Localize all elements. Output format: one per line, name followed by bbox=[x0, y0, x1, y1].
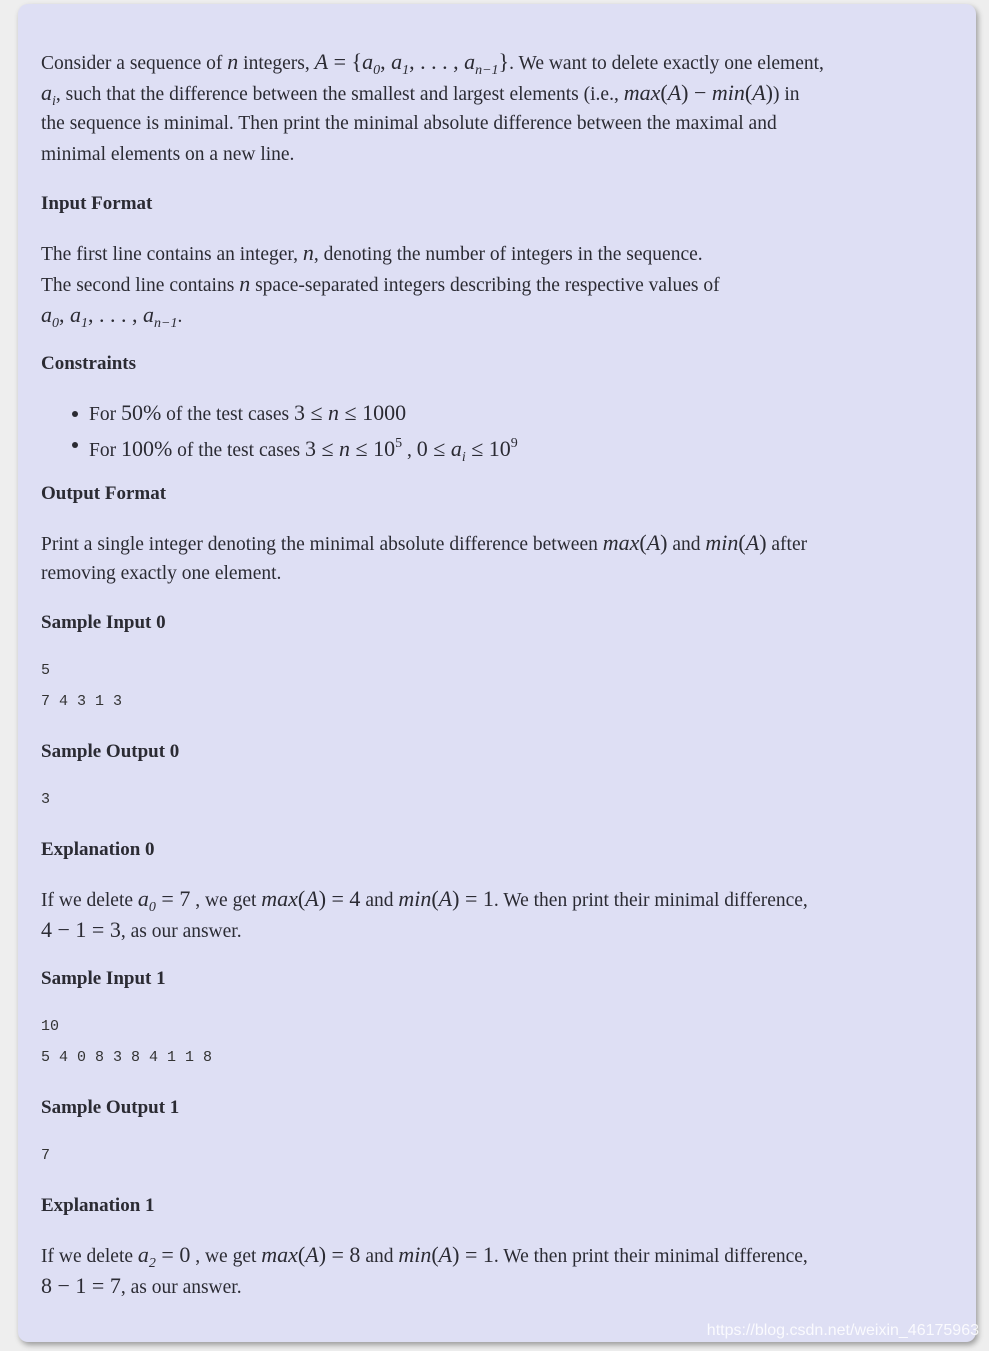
text-line bbox=[41, 784, 951, 815]
math-segment: n−1 bbox=[475, 63, 499, 78]
section-heading bbox=[41, 188, 951, 219]
math-segment: ( bbox=[738, 530, 746, 555]
section-heading bbox=[41, 478, 951, 509]
text-segment: 7 4 3 1 3 bbox=[41, 693, 123, 710]
math-segment: a bbox=[450, 436, 462, 461]
list-item bbox=[41, 397, 951, 428]
math-segment: , bbox=[380, 49, 392, 74]
text-segment: 7 bbox=[41, 1147, 51, 1164]
math-segment: , bbox=[59, 302, 70, 327]
text-segment: . We then print their minimal difference, bbox=[493, 890, 808, 911]
math-segment: 0 ≤ bbox=[416, 436, 451, 461]
text-segment: 3 bbox=[41, 791, 51, 808]
math-segment: A bbox=[438, 1242, 453, 1267]
math-segment: n−1 bbox=[154, 316, 178, 331]
section-heading bbox=[41, 348, 951, 379]
text-segment: Sample Output 1 bbox=[41, 1097, 180, 1118]
math-segment: a bbox=[41, 302, 52, 327]
section-heading bbox=[41, 607, 951, 638]
text-line bbox=[41, 736, 951, 767]
text-line bbox=[41, 914, 951, 945]
math-segment: ( bbox=[639, 530, 647, 555]
math-segment: A bbox=[745, 530, 760, 555]
math-segment: A bbox=[305, 1242, 319, 1267]
math-segment: ) = 1 bbox=[452, 1242, 494, 1267]
math-segment: i bbox=[461, 450, 466, 465]
text-line bbox=[41, 108, 951, 139]
text-segment: For bbox=[89, 404, 121, 425]
text-segment: , bbox=[402, 440, 417, 461]
text-line bbox=[41, 268, 951, 299]
section-heading bbox=[41, 834, 951, 865]
math-segment: ≤ 10 bbox=[465, 436, 511, 461]
text-segment: , as our answer. bbox=[120, 921, 242, 942]
paragraph bbox=[41, 237, 951, 330]
text-segment: . We then print their minimal difference, bbox=[493, 1246, 808, 1267]
sample-code-block bbox=[41, 1011, 951, 1073]
text-segment: , such that the difference between the smallest and largest elements (i.e., bbox=[55, 84, 624, 105]
text-segment: ) in bbox=[773, 84, 800, 105]
text-segment: space-separated integers describing the respective values of bbox=[250, 275, 720, 296]
text-segment: 5 bbox=[41, 662, 51, 679]
math-segment: a bbox=[391, 49, 403, 74]
math-segment: ( bbox=[431, 886, 439, 911]
math-segment: A bbox=[314, 49, 329, 74]
text-segment: , we get bbox=[190, 890, 262, 911]
sample-code-block bbox=[41, 655, 951, 717]
paragraph bbox=[41, 46, 951, 170]
text-line bbox=[41, 478, 951, 509]
math-segment: n bbox=[239, 271, 251, 296]
text-segment: , as our answer. bbox=[120, 1277, 242, 1298]
math-segment: ) = 4 bbox=[318, 886, 361, 911]
paragraph bbox=[41, 1239, 951, 1301]
paragraph bbox=[41, 883, 951, 945]
text-line bbox=[41, 348, 951, 379]
math-segment: 0 bbox=[52, 316, 59, 331]
math-segment: A bbox=[667, 80, 682, 105]
text-segment: removing exactly one element. bbox=[41, 563, 282, 584]
math-segment: min bbox=[711, 80, 745, 105]
text-line bbox=[41, 686, 951, 717]
math-segment: n bbox=[227, 49, 239, 74]
math-segment: A bbox=[646, 530, 661, 555]
sample-code-block bbox=[41, 1140, 951, 1171]
text-segment: For bbox=[89, 440, 121, 461]
math-segment: = 7 bbox=[155, 886, 191, 911]
math-segment: A bbox=[752, 80, 766, 105]
math-segment: 5 bbox=[395, 436, 403, 451]
text-line bbox=[41, 1270, 951, 1301]
text-segment: minimal elements on a new line. bbox=[41, 144, 295, 165]
text-segment: Print a single integer denoting the minimal absolute difference between bbox=[41, 534, 603, 555]
text-line bbox=[41, 77, 951, 108]
text-line bbox=[41, 834, 951, 865]
math-segment: a bbox=[137, 1242, 149, 1267]
section-heading bbox=[41, 963, 951, 994]
list-item bbox=[41, 428, 951, 465]
section-heading bbox=[41, 736, 951, 767]
math-segment: 3 ≤ bbox=[304, 436, 340, 461]
math-segment: min bbox=[398, 886, 432, 911]
text-line bbox=[41, 299, 951, 330]
text-segment: Constraints bbox=[41, 353, 137, 374]
math-segment: a bbox=[143, 302, 154, 327]
math-segment: , . . . , bbox=[409, 49, 465, 74]
text-segment: Sample Input 0 bbox=[41, 612, 166, 633]
math-segment: ) bbox=[759, 530, 767, 555]
text-segment: The second line contains bbox=[41, 275, 240, 296]
math-segment: ) bbox=[765, 80, 773, 105]
math-segment: ( bbox=[660, 80, 668, 105]
text-segment: Input Format bbox=[41, 193, 153, 214]
text-line bbox=[41, 139, 951, 170]
text-line bbox=[41, 883, 951, 914]
text-segment: of the test cases bbox=[161, 404, 294, 425]
math-segment: ) = 8 bbox=[318, 1242, 361, 1267]
text-line bbox=[41, 1239, 951, 1270]
math-segment: i bbox=[52, 94, 56, 109]
math-segment: 8 − 1 = 7 bbox=[41, 1273, 121, 1298]
math-segment: a bbox=[137, 886, 149, 911]
math-segment: 0 bbox=[148, 900, 156, 915]
math-segment: ) bbox=[660, 530, 668, 555]
text-line bbox=[41, 188, 951, 219]
text-segment: and bbox=[360, 890, 399, 911]
math-segment: a bbox=[362, 49, 374, 74]
math-segment: a bbox=[41, 80, 52, 105]
text-line bbox=[41, 1092, 951, 1123]
math-segment: ) − bbox=[681, 80, 712, 105]
text-segment: Consider a sequence of bbox=[41, 53, 228, 74]
math-segment: = 0 bbox=[155, 1242, 191, 1267]
math-segment: 4 − 1 = 3 bbox=[41, 917, 121, 942]
math-segment: min bbox=[398, 1242, 432, 1267]
math-segment: } bbox=[498, 49, 510, 74]
text-line bbox=[41, 1042, 951, 1073]
text-line bbox=[41, 1190, 951, 1221]
math-segment: 100% bbox=[120, 436, 173, 461]
math-segment: a bbox=[70, 302, 81, 327]
text-segment: If we delete bbox=[41, 1246, 138, 1267]
text-segment: , denoting the number of integers in the sequence. bbox=[313, 244, 703, 265]
math-segment: = { bbox=[328, 49, 363, 74]
math-segment: max bbox=[261, 1242, 298, 1267]
text-line bbox=[41, 46, 951, 77]
math-segment: n bbox=[339, 436, 351, 461]
math-segment: 1 bbox=[402, 63, 410, 78]
math-segment: ≤ 1000 bbox=[339, 400, 407, 425]
text-segment: The first line contains an integer, bbox=[41, 244, 303, 265]
math-segment: 50% bbox=[120, 400, 162, 425]
math-segment: 9 bbox=[510, 436, 518, 451]
text-segment: Output Format bbox=[41, 483, 167, 504]
math-segment: 2 bbox=[148, 1256, 156, 1271]
text-line bbox=[41, 655, 951, 686]
text-line bbox=[41, 963, 951, 994]
text-segment: after bbox=[766, 534, 808, 555]
watermark: https://blog.csdn.net/weixin_46175963 bbox=[706, 1322, 979, 1339]
math-segment: min bbox=[705, 530, 739, 555]
text-segment: of the test cases bbox=[172, 440, 305, 461]
math-segment: 1 bbox=[81, 316, 88, 331]
math-segment: ( bbox=[297, 886, 306, 911]
text-line bbox=[41, 1140, 951, 1171]
sample-code-block bbox=[41, 784, 951, 815]
paragraph bbox=[41, 527, 951, 589]
section-heading bbox=[41, 1190, 951, 1221]
problem-statement-card bbox=[18, 4, 976, 1342]
math-segment: a bbox=[464, 49, 476, 74]
text-line bbox=[41, 1011, 951, 1042]
math-segment: ( bbox=[431, 1242, 439, 1267]
text-line bbox=[41, 607, 951, 638]
text-segment: If we delete bbox=[41, 890, 138, 911]
math-segment: n bbox=[302, 240, 314, 265]
constraints-list bbox=[41, 397, 951, 465]
text-line bbox=[41, 558, 951, 589]
text-segment: Sample Input 1 bbox=[41, 968, 166, 989]
math-segment: ) = 1 bbox=[452, 886, 494, 911]
math-segment: max bbox=[261, 886, 298, 911]
text-segment: Sample Output 0 bbox=[41, 741, 180, 762]
text-segment: Explanation 0 bbox=[41, 839, 155, 860]
text-segment: the sequence is minimal. Then print the minimal absolute difference between the maximal and bbox=[41, 113, 777, 134]
math-segment: ≤ 10 bbox=[350, 436, 396, 461]
text-segment: . We want to delete exactly one element, bbox=[509, 53, 824, 74]
text-line bbox=[41, 527, 951, 558]
text-segment: integers, bbox=[238, 53, 315, 74]
math-segment: max bbox=[602, 530, 640, 555]
math-segment: 3 ≤ bbox=[293, 400, 329, 425]
text-segment: . bbox=[177, 306, 183, 327]
text-segment: 10 bbox=[41, 1018, 60, 1035]
math-segment: ( bbox=[297, 1242, 306, 1267]
math-segment: n bbox=[328, 400, 340, 425]
text-segment: and bbox=[667, 534, 706, 555]
math-segment: A bbox=[305, 886, 319, 911]
math-segment: 0 bbox=[373, 63, 381, 78]
text-segment: , we get bbox=[190, 1246, 262, 1267]
section-heading bbox=[41, 1092, 951, 1123]
math-segment: A bbox=[438, 886, 453, 911]
math-segment: , . . . , bbox=[88, 302, 143, 327]
math-segment: ( bbox=[744, 80, 753, 105]
math-segment: max bbox=[623, 80, 661, 105]
text-segment: Explanation 1 bbox=[41, 1195, 155, 1216]
text-segment: and bbox=[360, 1246, 399, 1267]
text-line bbox=[41, 237, 951, 268]
text-segment: 5 4 0 8 3 8 4 1 1 8 bbox=[41, 1049, 213, 1066]
